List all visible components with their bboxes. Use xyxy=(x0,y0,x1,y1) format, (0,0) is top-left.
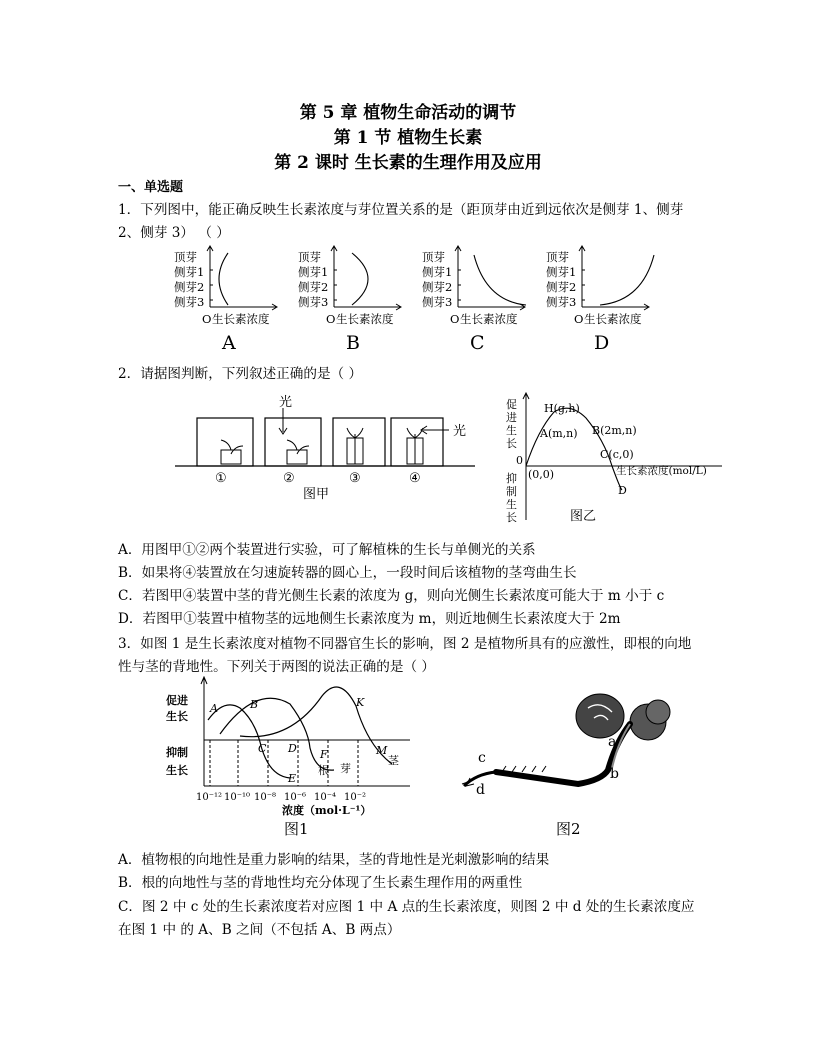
f1-curve-bud xyxy=(220,698,334,770)
f1-caption: 图1 xyxy=(284,820,309,838)
yi-yup-1: 进 xyxy=(506,411,517,424)
q1-xlabel-1: 生长素浓度 xyxy=(336,312,394,326)
q1-xlabel-0: 生长素浓度 xyxy=(212,312,270,326)
label-c: c xyxy=(478,750,486,766)
f1-ydown-2: 生长 xyxy=(166,764,188,777)
q1-option-A: A xyxy=(222,332,236,354)
q2-option-c: C．若图甲④装置中茎的背光侧生长素的浓度为 g，则向光侧生长素浓度可能大于 m 小于 c xyxy=(118,588,665,604)
fig2-caption: 图2 xyxy=(556,820,581,838)
light-label-side: 光 xyxy=(453,424,467,439)
section-heading: 一、单选题 xyxy=(118,180,184,195)
q1-curve-0 xyxy=(219,253,228,305)
q2-stem: 2．请据图判断，下列叙述正确的是（ ） xyxy=(118,366,363,382)
f1-tick-2: 10⁻⁸ xyxy=(254,792,277,803)
f1-yup-2: 生长 xyxy=(166,710,188,723)
f1-tick-1: 10⁻¹⁰ xyxy=(224,792,251,803)
q1-xlabel-2: 生长素浓度 xyxy=(460,312,518,326)
q1-ylabel-2-3: 侧芽3 xyxy=(422,295,453,309)
num-4: ④ xyxy=(409,471,421,486)
yi-caption: 图乙 xyxy=(570,509,597,524)
box-3 xyxy=(333,418,385,466)
q3-option-b: B．根的向地性与茎的背地性均充分体现了生长素生理作用的两重性 xyxy=(118,875,523,891)
q3-stem-line2: 性与茎的背地性。下列关于两图的说法正确的是（ ） xyxy=(118,659,435,675)
yi-zero: 0 xyxy=(516,454,523,467)
num-1: ① xyxy=(215,471,227,486)
yi-yup-3: 长 xyxy=(506,437,517,450)
f1-tick-5: 10⁻² xyxy=(344,792,367,803)
q1-ylabel-2-2: 侧芽2 xyxy=(422,280,453,294)
yi-point-A: A(m,n) xyxy=(540,427,578,440)
q2-figure-yi xyxy=(500,392,730,527)
q1-ylabel-3-3: 侧芽3 xyxy=(546,295,577,309)
q1-origin-2: O xyxy=(450,312,460,326)
f1-root-label: 根 xyxy=(318,764,329,777)
q1-xlabel-3: 生长素浓度 xyxy=(584,312,642,326)
light-label-top: 光 xyxy=(279,395,293,410)
yi-yup-0: 促 xyxy=(506,398,517,411)
f1-curve-root xyxy=(208,705,290,778)
yi-point-B: B(2m,n) xyxy=(592,424,637,437)
q1-option-C: C xyxy=(470,332,485,354)
q3-stem-line1: 3．如图 1 是生长素浓度对植物不同器官生长的影响，图 2 是植物所具有的应激性，即根的向地 xyxy=(118,636,692,652)
yi-ydown-0: 抑 xyxy=(506,472,517,485)
q1-ylabel-3-0: 顶芽 xyxy=(546,250,569,264)
yi-ydown-2: 生 xyxy=(506,498,517,511)
q3-option-a: A．植物根的向地性是重力影响的结果，茎的背地性是光刺激影响的结果 xyxy=(118,852,550,868)
yi-point-C: C(c,0) xyxy=(600,448,634,461)
q3-option-c-cont: 在图 1 中 的 A、B 之间（不包括 A、B 两点） xyxy=(118,922,401,938)
q1-option-D: D xyxy=(594,332,610,354)
section-title: 第 1 节 植物生长素 xyxy=(333,128,483,148)
yi-yup-2: 生 xyxy=(506,424,517,437)
q1-figures xyxy=(170,245,670,355)
q1-ylabel-1-2: 侧芽2 xyxy=(298,280,329,294)
f1-bud-label: 芽 xyxy=(340,762,351,775)
q1-curve-1 xyxy=(352,253,368,305)
q3-figure-2 xyxy=(448,688,688,840)
f1-letter-K: K xyxy=(356,696,365,709)
yi-xlabel: 生长素浓度(mol/L) xyxy=(616,465,707,477)
q1-stem-line1: 1．下列图中，能正确反映生长素浓度与芽位置关系的是（距顶芽由近到远依次是侧芽 1、侧芽 xyxy=(118,202,684,218)
yi-point-D: D xyxy=(618,484,627,497)
q1-ylabel-1-3: 侧芽3 xyxy=(298,295,329,309)
q2-figure-jia xyxy=(175,388,495,503)
q1-ylabel-3-2: 侧芽2 xyxy=(546,280,577,294)
q1-option-B: B xyxy=(346,332,360,354)
f1-ydown-1: 抑制 xyxy=(166,746,188,759)
f1-tick-0: 10⁻¹² xyxy=(196,792,223,803)
f1-letter-F: F xyxy=(320,748,328,761)
f1-letter-E: E xyxy=(288,772,297,785)
fig-jia-caption: 图甲 xyxy=(303,487,330,502)
q3-figure-1 xyxy=(160,676,420,841)
f1-yup-1: 促进 xyxy=(166,694,188,707)
f1-tick-3: 10⁻⁶ xyxy=(284,792,307,803)
f1-letter-B: B xyxy=(250,698,259,711)
q1-curve-3 xyxy=(600,255,654,305)
q1-curve-2 xyxy=(474,255,526,305)
q3-option-c: C．图 2 中 c 处的生长素浓度若对应图 1 中 A 点的生长素浓度，则图 2 中 d 处的生长素浓度应 xyxy=(118,899,695,915)
f1-letter-C: C xyxy=(258,742,267,755)
yi-origin: (0,0) xyxy=(528,468,555,481)
f1-stem-label: 茎 xyxy=(388,754,399,767)
label-a: a xyxy=(608,734,617,750)
q2-option-b: B．如果将④装置放在匀速旋转器的圆心上，一段时间后该植物的茎弯曲生长 xyxy=(118,565,577,581)
q2-option-d: D．若图甲①装置中植物茎的远地侧生长素浓度为 m，则近地侧生长素浓度大于 2m xyxy=(118,611,621,627)
q1-ylabel-0-0: 顶芽 xyxy=(174,250,197,264)
q1-ylabel-0-2: 侧芽2 xyxy=(174,280,205,294)
yi-point-H: H(g,h) xyxy=(544,402,580,415)
box-2 xyxy=(265,418,321,466)
q1-ylabel-1-0: 顶芽 xyxy=(298,250,321,264)
f1-letter-D: D xyxy=(288,742,297,755)
f1-tick-4: 10⁻⁴ xyxy=(314,792,337,803)
q1-origin-3: O xyxy=(574,312,584,326)
label-d: d xyxy=(476,782,485,798)
num-2: ② xyxy=(283,471,295,486)
label-b: b xyxy=(610,766,619,782)
q1-ylabel-0-1: 侧芽1 xyxy=(174,265,205,279)
q1-ylabel-0-3: 侧芽3 xyxy=(174,295,205,309)
q1-ylabel-1-1: 侧芽1 xyxy=(298,265,329,279)
yi-ydown-3: 长 xyxy=(506,511,517,524)
box-4 xyxy=(391,418,443,466)
q1-origin-1: O xyxy=(326,312,336,326)
q1-origin-0: O xyxy=(202,312,212,326)
f1-letter-M: M xyxy=(376,744,388,757)
q2-option-a: A．用图甲①②两个装置进行实验，可了解植株的生长与单侧光的关系 xyxy=(118,542,536,558)
num-3: ③ xyxy=(349,471,361,486)
q1-stem-line2: 2、侧芽 3） （ ） xyxy=(118,225,230,241)
q1-ylabel-3-1: 侧芽1 xyxy=(546,265,577,279)
lesson-title: 第 2 课时 生长素的生理作用及应用 xyxy=(274,153,542,173)
q1-ylabel-2-1: 侧芽1 xyxy=(422,265,453,279)
yi-ydown-1: 制 xyxy=(506,485,517,498)
chapter-title: 第 5 章 植物生命活动的调节 xyxy=(299,103,517,123)
f1-xlabel: 浓度（mol·L⁻¹） xyxy=(282,804,372,817)
f1-letter-A: A xyxy=(210,702,218,715)
q1-ylabel-2-0: 顶芽 xyxy=(422,250,445,264)
